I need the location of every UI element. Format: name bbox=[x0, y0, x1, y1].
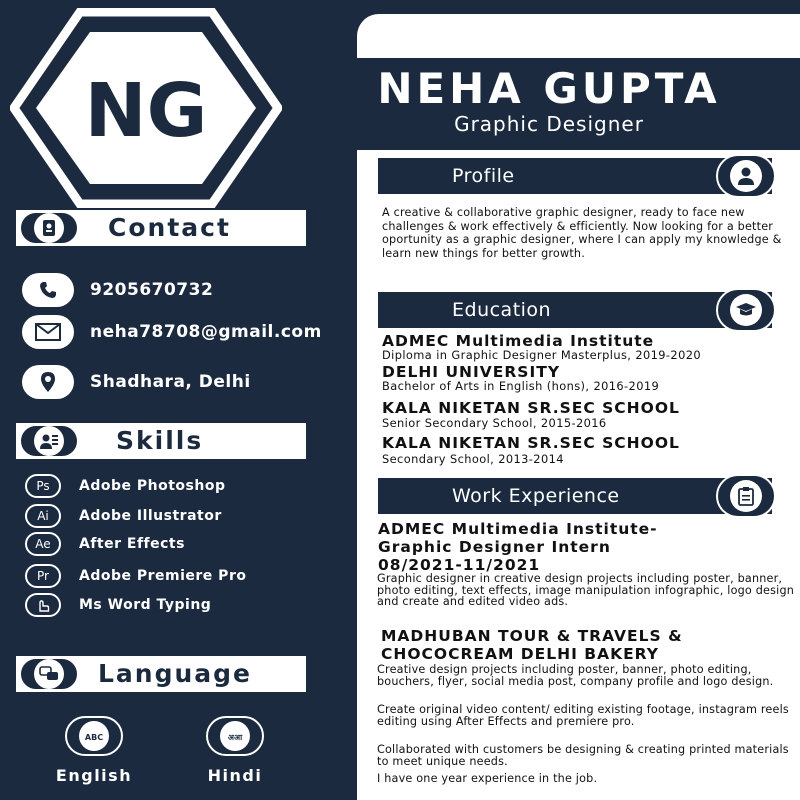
skill-item bbox=[25, 593, 211, 617]
skill-label: After Effects bbox=[79, 536, 185, 552]
language-item-english bbox=[34, 716, 154, 785]
job-title: MADHUBAN TOUR & TRAVELS & bbox=[381, 627, 683, 645]
skill-label: Ms Word Typing bbox=[79, 597, 212, 613]
job-point: Creative design projects including poster, banner, photo editing, bouchers, flyer, social media post, company profile and logo design. bbox=[377, 663, 774, 688]
contact-title: Contact bbox=[108, 213, 231, 242]
skill-item bbox=[25, 564, 246, 588]
skill-label: Adobe Photoshop bbox=[79, 478, 226, 494]
job-point: Collaborated with customers be designing & creating printed materials to meet unique needs. bbox=[377, 743, 789, 768]
abc-blocks-glyph: ABC bbox=[84, 733, 104, 742]
illustrator-icon: Ai bbox=[25, 504, 61, 528]
after-effects-icon: Ae bbox=[25, 532, 61, 556]
language-label: English bbox=[55, 766, 133, 785]
language-label: Hindi bbox=[207, 766, 263, 785]
skills-heading bbox=[16, 423, 306, 459]
profile-heading bbox=[378, 158, 772, 194]
language-title: Language bbox=[98, 659, 253, 688]
location-pin-icon bbox=[22, 365, 74, 399]
email-address[interactable]: neha78708@gmail.com bbox=[90, 322, 322, 342]
job-description: Graphic designer in creative design projects including poster, banner, photo editing, text effects, image manipulation infographic, logo design and create and edited video ads. bbox=[377, 572, 795, 609]
education-detail: Secondary School, 2013-2014 bbox=[382, 452, 564, 466]
skill-label: Adobe Illustrator bbox=[79, 508, 222, 524]
skill-item bbox=[25, 504, 222, 528]
user-icon bbox=[716, 154, 776, 198]
envelope-icon bbox=[22, 315, 74, 349]
contact-heading bbox=[16, 210, 306, 246]
work-title: Work Experience bbox=[452, 485, 620, 507]
education-heading bbox=[378, 292, 772, 328]
clipboard-icon bbox=[716, 474, 776, 518]
abc-blocks-icon bbox=[65, 716, 123, 756]
job-title: Graphic Designer Intern bbox=[378, 538, 611, 556]
job-title: ADMEC Multimedia Institute- bbox=[378, 520, 658, 538]
phone-number[interactable]: 9205670732 bbox=[90, 280, 214, 300]
language-heading bbox=[16, 656, 306, 692]
monogram-hexagon bbox=[10, 8, 282, 208]
language-item-hindi bbox=[175, 716, 295, 785]
graduation-cap-icon bbox=[716, 288, 776, 332]
contact-book-icon bbox=[19, 211, 79, 245]
top-white-tab bbox=[357, 14, 800, 58]
address-row bbox=[22, 364, 251, 400]
skills-title: Skills bbox=[116, 426, 204, 455]
premiere-pro-icon: Pr bbox=[25, 564, 61, 588]
monogram-initials: NG bbox=[84, 68, 208, 154]
typing-hand-icon bbox=[25, 593, 61, 617]
hindi-blocks-glyph: अआ bbox=[227, 733, 243, 742]
education-school: ADMEC Multimedia Institute bbox=[382, 332, 655, 350]
phone-row bbox=[22, 272, 213, 308]
work-heading bbox=[378, 478, 772, 514]
candidate-name: NEHA GUPTA bbox=[377, 64, 721, 113]
skill-item bbox=[25, 532, 185, 556]
job-point: I have one year experience in the job. bbox=[377, 772, 598, 785]
language-chat-icon bbox=[19, 657, 79, 691]
education-detail: Senior Secondary School, 2015-2016 bbox=[382, 416, 607, 430]
education-detail: Diploma in Graphic Designer Masterplus, 2019-2020 bbox=[382, 348, 702, 362]
email-row bbox=[22, 314, 322, 350]
phone-icon bbox=[22, 273, 74, 307]
skill-item bbox=[25, 474, 225, 498]
photoshop-icon: Ps bbox=[25, 474, 61, 498]
profile-summary: A creative & collaborative graphic designer, ready to face new challenges & work effectively & efficiently. Now looking for a better oportunity as a graphic designer, where I can apply my knowledge & learn new things for better growth. bbox=[382, 206, 782, 260]
job-point: Create original video content/ editing existing footage, instagram reels editing using After Effects and premiere pro. bbox=[377, 703, 789, 728]
job-dates: 08/2021-11/2021 bbox=[378, 556, 541, 574]
education-school: KALA NIKETAN SR.SEC SCHOOL bbox=[382, 399, 680, 417]
education-school: KALA NIKETAN SR.SEC SCHOOL bbox=[382, 434, 680, 452]
education-school: DELHI UNIVERSITY bbox=[382, 363, 561, 381]
education-title: Education bbox=[452, 299, 552, 321]
job-title: CHOCOCREAM DELHI BAKERY bbox=[381, 645, 659, 663]
candidate-role: Graphic Designer bbox=[454, 112, 644, 136]
profile-title: Profile bbox=[452, 165, 515, 187]
skills-users-icon bbox=[19, 424, 79, 458]
education-detail: Bachelor of Arts in English (hons), 2016-2019 bbox=[382, 379, 660, 393]
skill-label: Adobe Premiere Pro bbox=[79, 568, 247, 584]
hindi-blocks-icon bbox=[206, 716, 264, 756]
address: Shadhara, Delhi bbox=[90, 372, 251, 392]
